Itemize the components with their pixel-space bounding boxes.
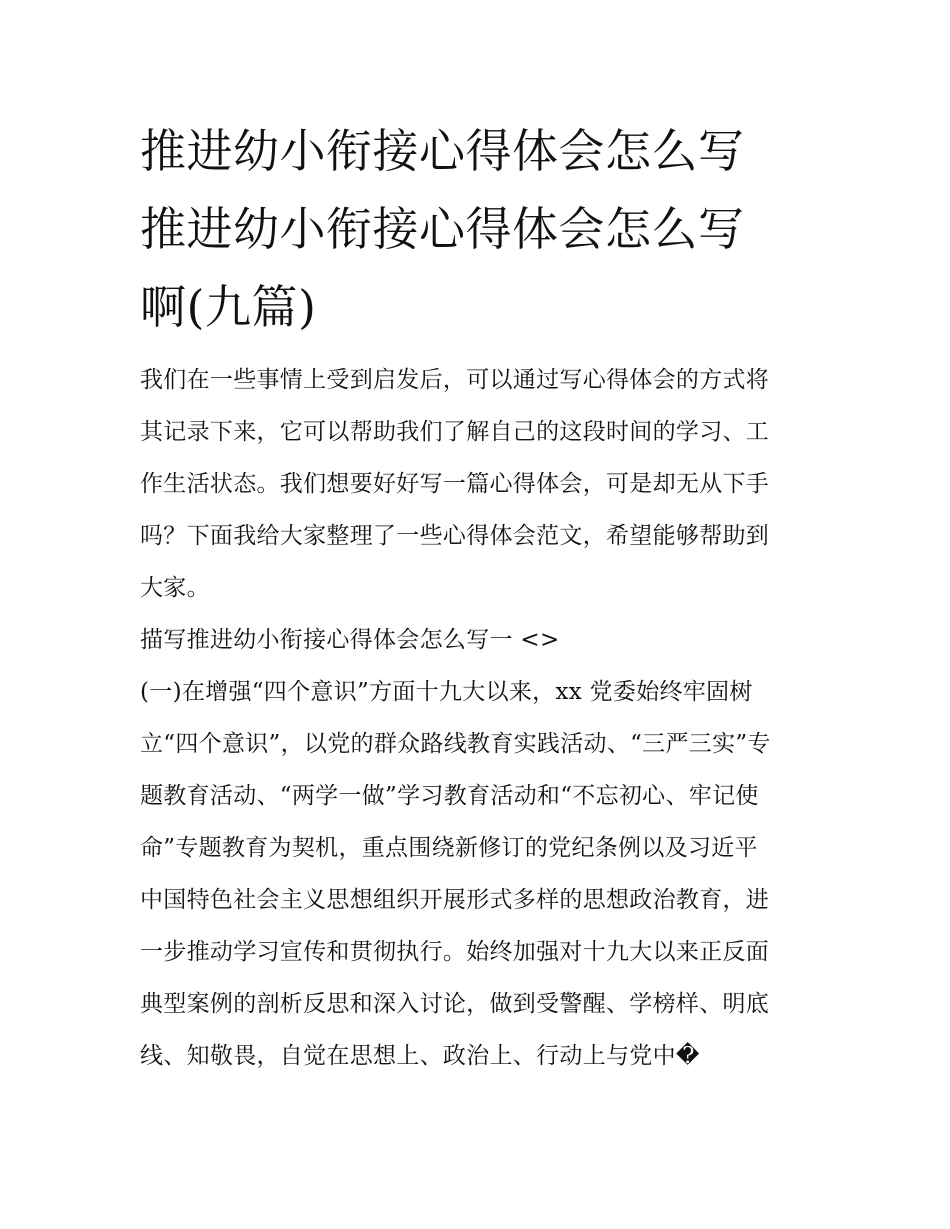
intro-line: 吗？下面我给大家整理了一些心得体会范文，希望能够帮助到 bbox=[140, 523, 770, 549]
intro-line: 作生活状态。我们想要好好写一篇心得体会，可是却无从下手 bbox=[140, 471, 770, 497]
body-line: 命”专题教育为契机，重点围绕新修订的党纪条例以及习近平 bbox=[140, 835, 758, 861]
body-paragraph bbox=[140, 666, 815, 1082]
document-title bbox=[140, 112, 815, 346]
body-line: 典型案例的剖析反思和深入讨论，做到受警醒、学榜样、明底 bbox=[140, 991, 770, 1017]
body-line: 一步推动学习宣传和贯彻执行。始终加强对十九大以来正反面 bbox=[140, 939, 770, 965]
title-line: 啊(九篇) bbox=[140, 280, 317, 334]
intro-line: 其记录下来，它可以帮助我们了解自己的这段时间的学习、工 bbox=[140, 419, 770, 445]
body-line: 题教育活动、“两学一做”学习教育活动和“不忘初心、牢记使 bbox=[140, 783, 759, 809]
body-line: 线、知敬畏，自觉在思想上、政治上、行动上与党中� bbox=[140, 1043, 700, 1069]
intro-paragraph bbox=[140, 354, 815, 614]
intro-line: 我们在一些事情上受到启发后，可以通过写心得体会的方式将 bbox=[140, 367, 770, 393]
intro-line: 大家。 bbox=[140, 575, 210, 601]
section-heading: 描写推进幼小衔接心得体会怎么写一 <> bbox=[140, 627, 560, 653]
body-line: (一)在增强“四个意识”方面十九大以来，xx 党委始终牢固树 bbox=[140, 679, 753, 705]
document-content bbox=[140, 112, 815, 1082]
body-line: 中国特色社会主义思想组织开展形式多样的思想政治教育，进 bbox=[140, 887, 770, 913]
body-line: 立“四个意识”，以党的群众路线教育实践活动、“三严三实”专 bbox=[140, 731, 771, 757]
title-line: 推进幼小衔接心得体会怎么写 bbox=[140, 124, 745, 178]
title-line: 推进幼小衔接心得体会怎么写 bbox=[140, 202, 745, 256]
